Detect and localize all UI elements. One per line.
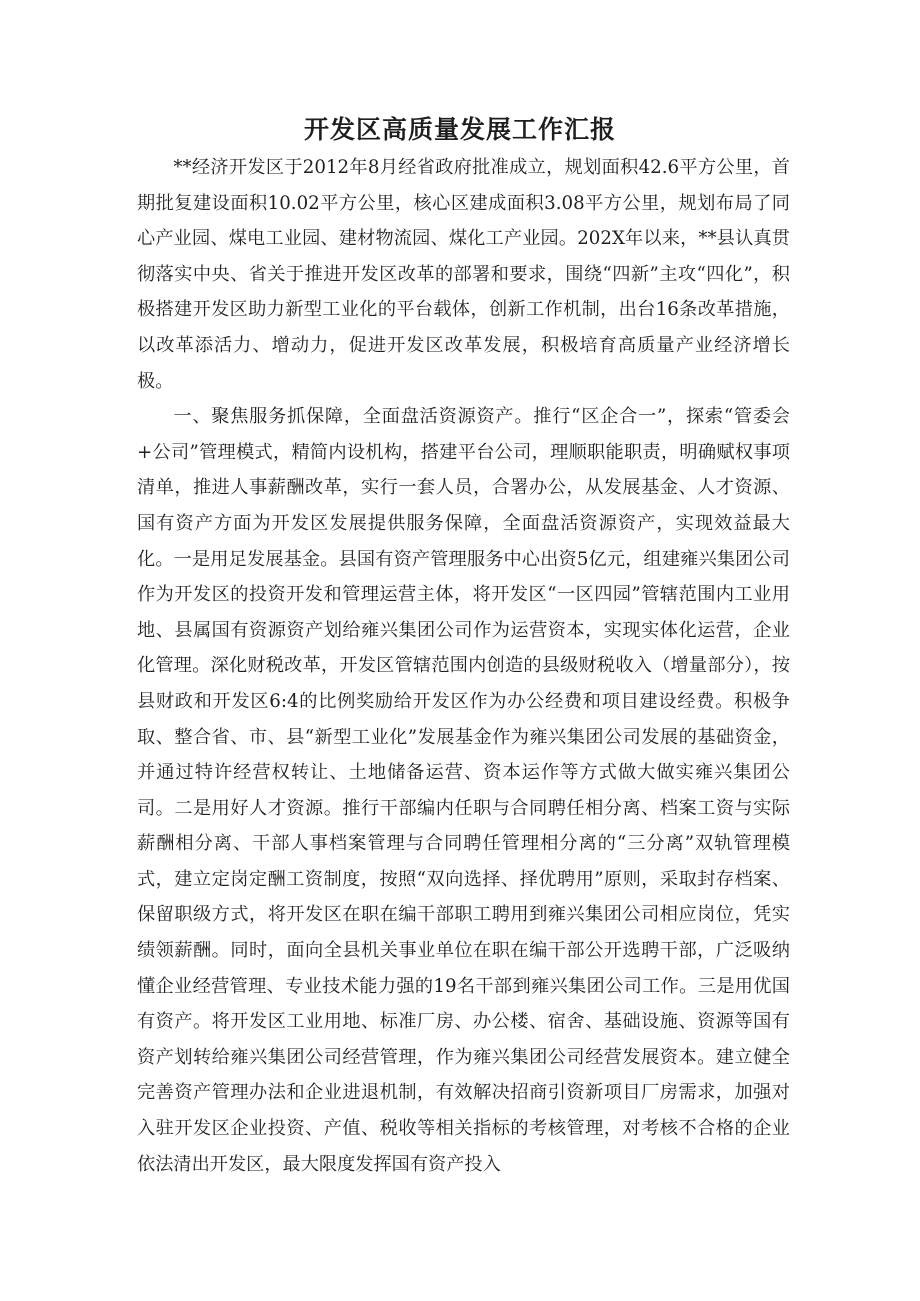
intro-paragraph: **经济开发区于2012年8月经省政府批准成立，规划面积42.6平方公里，首期批复建设面积10.02平方公里，核心区建成面积3.08平方公里，规划布局了同心产业园、煤电工业园、建材物流园、煤化工产业园。202X年以来，**县认真贯彻落实中央、省关于推进开发区改革的部署和要求，围绕“四新”主攻“四化”，积极搭建开发区助力新型工业化的平台载体，创新工作机制，出台16条改革措施，以改革添活力、增动力，促进开发区改革发展，积极培育高质量产业经济增长极。 bbox=[137, 157, 790, 392]
section-one-paragraph: 一、聚焦服务抓保障，全面盘活资源资产。推行“区企合一”，探索“管委会+公司”管理模式，精简内设机构，搭建平台公司，理顺职能职责，明确赋权事项清单，推进人事薪酬改革，实行一套人员，合署办公，从发展基金、人才资源、国有资产方面为开发区发展提供服务保障，全面盘活资源资产，实现效益最大化。一是用足发展基金。县国有资产管理服务中心出资5亿元，组建雍兴集团公司作为开发区的投资开发和管理运营主体，将开发区“一区四园”管辖范围内工业用地、县属国有资源资产划给雍兴集团公司作为运营资本，实现实体化运营，企业化管理。深化财税改革，开发区管辖范围内创造的县级财税收入（增量部分），按县财政和开发区6:4的比例奖励给开发区作为办公经费和项目建设经费。积极争取、整合省、市、县“新型工业化”发展基金作为雍兴集团公司发展的基础资金，并通过特许经营权转让、土地储备运营、资本运作等方式做大做实雍兴集团公司。二是用好人才资源。推行干部编内任职与合同聘任相分离、档案工资与实际薪酬相分离、干部人事档案管理与合同聘任管理相分离的“三分离”双轨管理模式，建立定岗定酬工资制度，按照“双向选择、择优聘用”原则，采取封存档案、保留职级方式，将开发区在职在编干部职工聘用到雍兴集团公司相应岗位，凭实绩领薪酬。同时，面向全县机关事业单位在职在编干部公开选聘干部，广泛吸纳懂企业经营管理、专业技术能力强的19名干部到雍兴集团公司工作。三是用优国有资产。将开发区工业用地、标准厂房、办公楼、宿舍、基础设施、资源等国有资产划转给雍兴集团公司经营管理，作为雍兴集团公司经营发展资本。建立健全完善资产管理办法和企业进退机制，有效解决招商引资新项目厂房需求，加强对入驻开发区企业投资、产值、税收等相关指标的考核管理，对考核不合格的企业依法清出开发区，最大限度发挥国有资产投入 bbox=[137, 406, 790, 1175]
document-title: 开发区高质量发展工作汇报 bbox=[303, 115, 616, 144]
document-body bbox=[137, 150, 790, 1182]
